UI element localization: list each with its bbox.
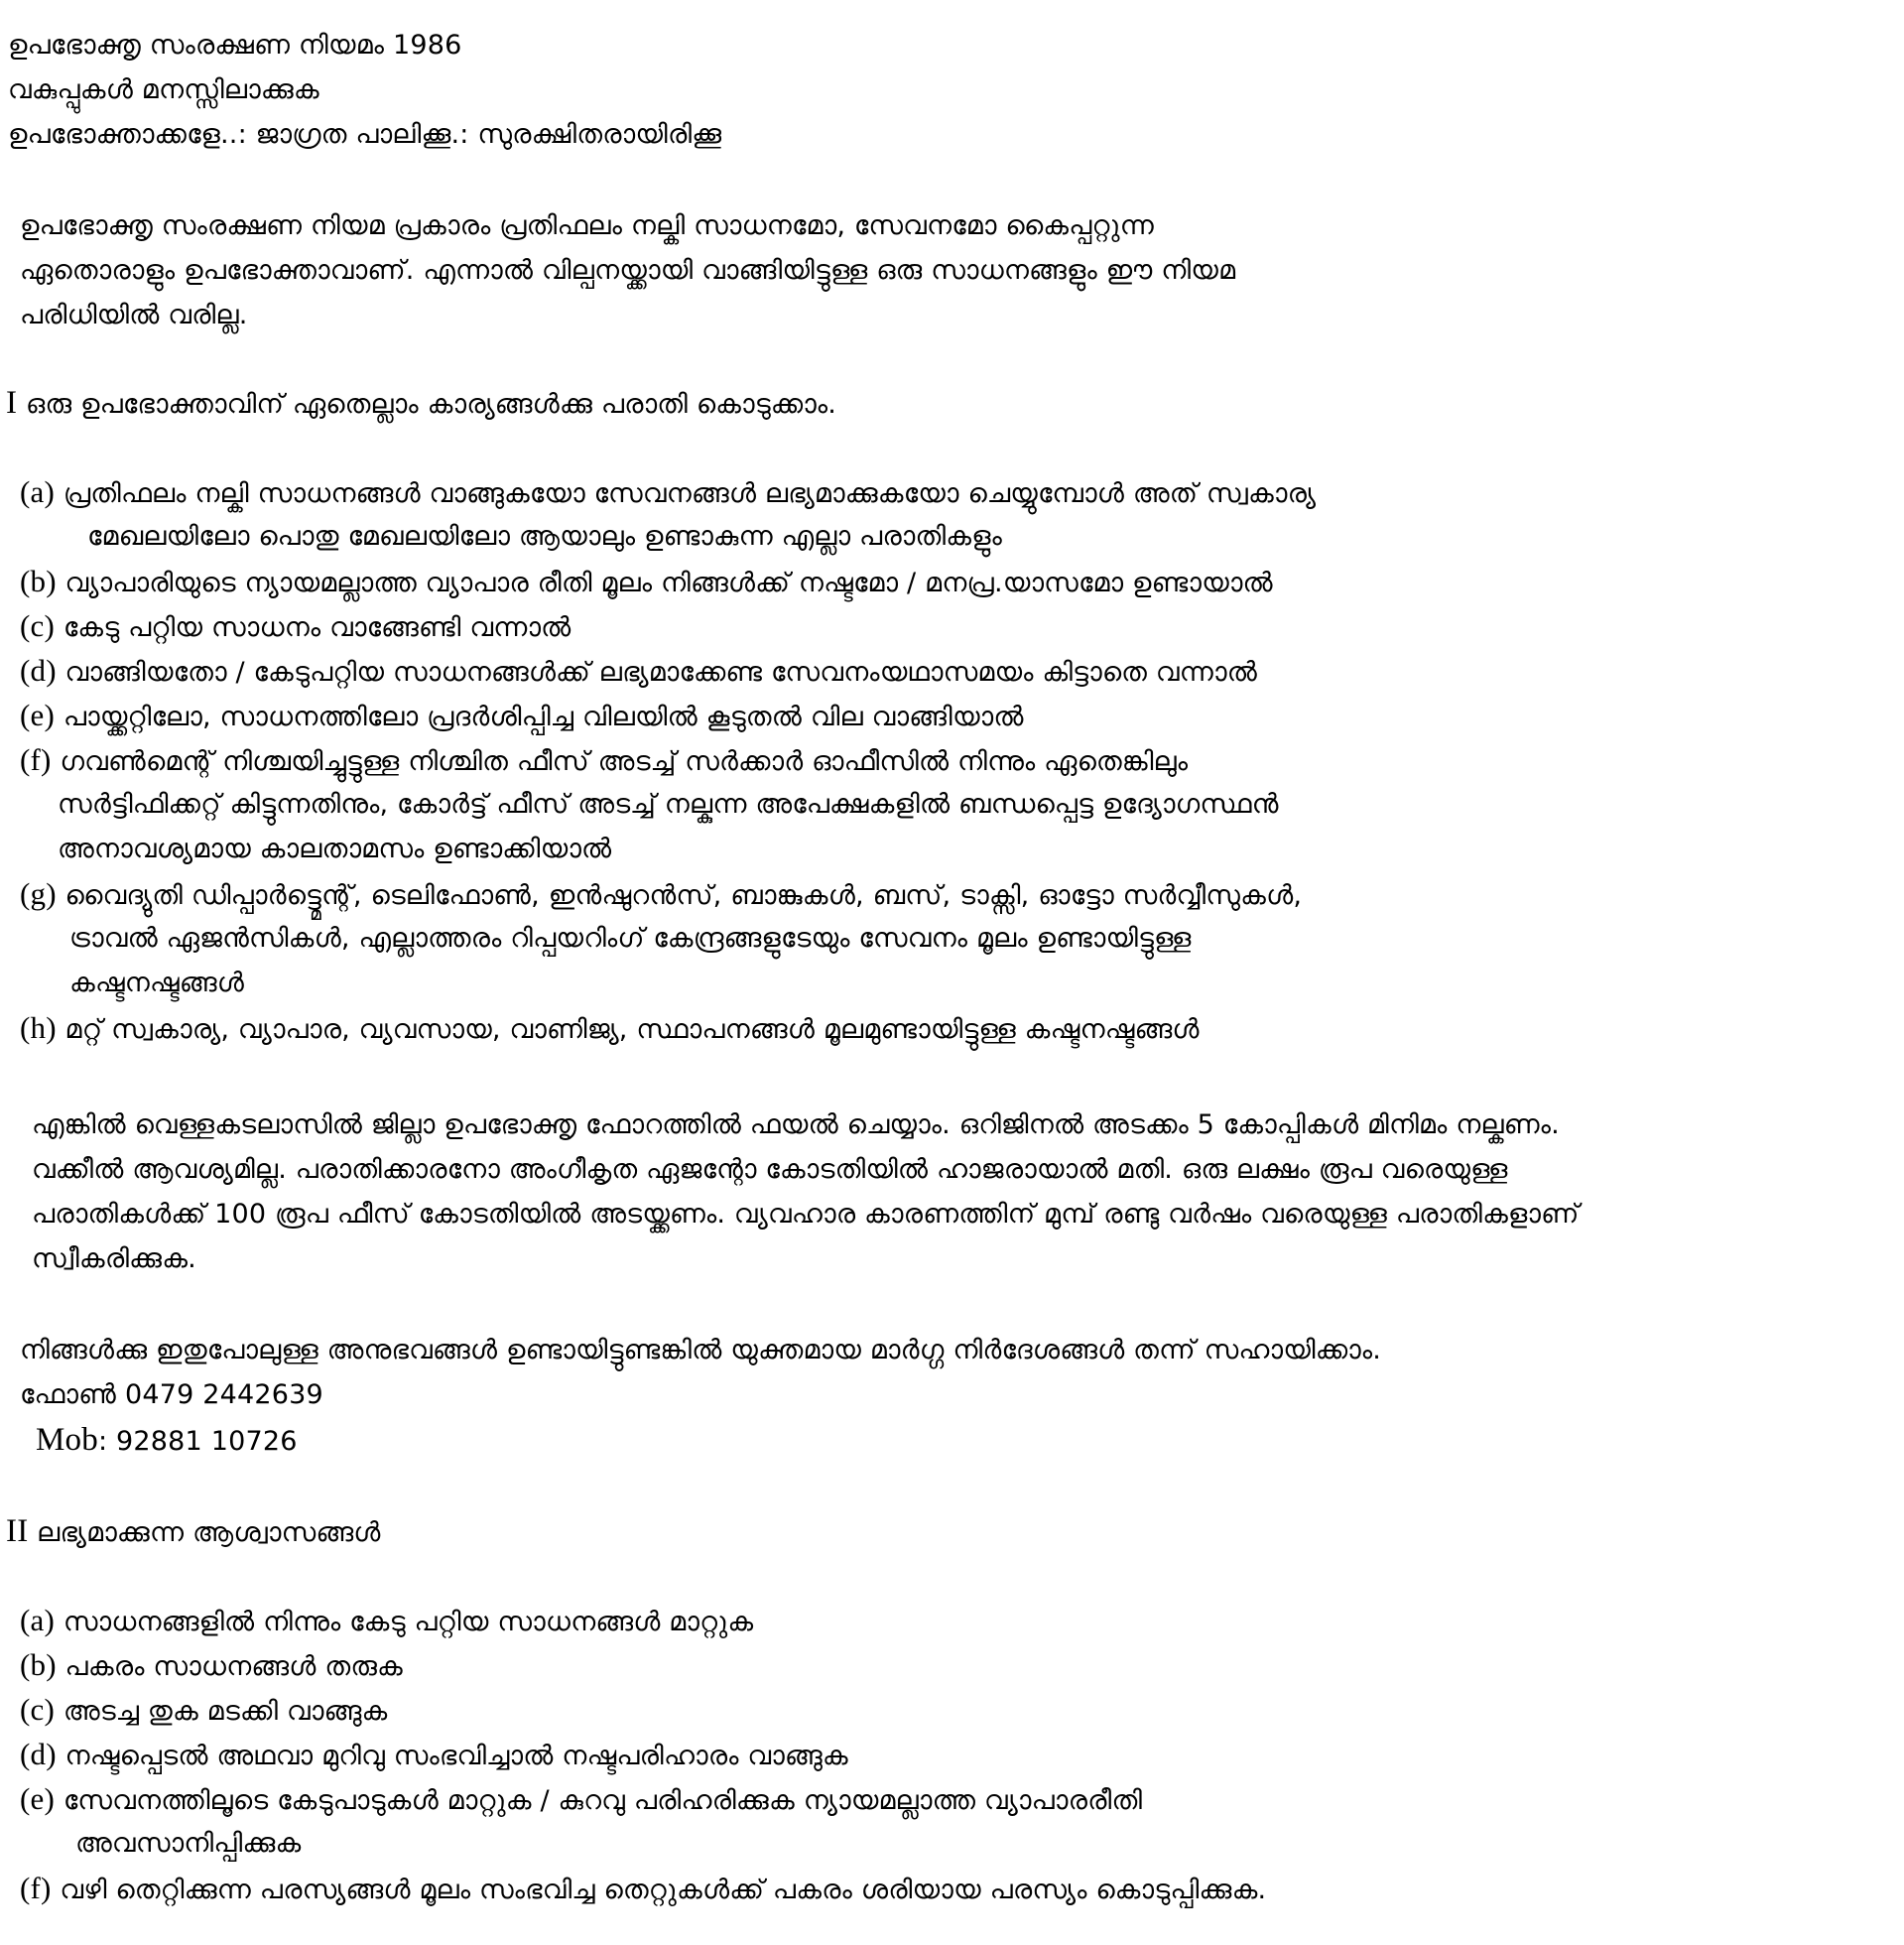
complaint-item-f-continuation-1: സർട്ടിഫിക്കറ്റ് കിട്ടുന്നതിനും, കോർട്ട് ഫീസ് അടച്ച് നല്കുന്ന അപേക്ഷകളിൽ ബന്ധപ്പെട്ട ഉദ്യോഗസ്ഥൻ bbox=[58, 789, 1279, 820]
item-marker: (g) bbox=[20, 876, 57, 911]
item-marker: (f) bbox=[20, 1871, 52, 1905]
filing-line-3: പരാതികൾക്ക് 100 രൂപ ഫീസ് കോടതിയിൽ അടയ്ക്കണം. വ്യവഹാര കാരണത്തിന് മുമ്പ് രണ്ടു വർഷം വരെയുള്ള പരാതികളാണ് bbox=[32, 1199, 1580, 1230]
item-marker: (d) bbox=[20, 653, 57, 688]
contact-line: നിങ്ങൾക്കു ഇതുപോലുള്ള അനുഭവങ്ങൾ ഉണ്ടായിട്ടുണ്ടങ്കിൽ യുക്തമായ മാർഗ്ഗ നിർദേശങ്ങൾ തന്ന് സഹായിക്കാം. bbox=[20, 1335, 1382, 1365]
section-1-heading-text: ഒരു ഉപഭോക്താവിന് ഏതെല്ലാം കാര്യങ്ങൾക്കു പരാതി കൊടുക്കാം. bbox=[17, 389, 837, 420]
mobile-label: Mob bbox=[36, 1422, 98, 1458]
item-text: നഷ്ടപ്പെടൽ അഥവാ മുറിവു സംഭവിച്ചാൽ നഷ്ടപരിഹാരം വാങ്ങുക bbox=[64, 1741, 848, 1771]
filing-line-4: സ്വീകരിക്കുക. bbox=[32, 1243, 196, 1274]
item-marker: (d) bbox=[20, 1737, 57, 1771]
section-2-numeral: II bbox=[6, 1513, 29, 1549]
relief-item-a bbox=[20, 1603, 753, 1640]
item-text: ഗവൺമെന്റ് നിശ്ചയിച്ചുട്ടുള്ള നിശ്ചിത ഫീസ് അടച്ച് സർക്കാർ ഓഫീസിൽ നിന്നും ഏതെങ്കിലും bbox=[60, 746, 1189, 777]
item-marker: (c) bbox=[20, 608, 56, 643]
item-text: പായ്ക്കറ്റിലോ, സാധനത്തിലോ പ്രദർശിപ്പിച്ച വിലയിൽ കൂടുതൽ വില വാങ്ങിയാൽ bbox=[63, 702, 1024, 732]
item-text: വാങ്ങിയതോ / കേടുപറ്റിയ സാധനങ്ങൾക്ക് ലഭ്യമാക്കേണ്ട സേവനംയഥാസമയം കിട്ടാതെ വന്നാൽ bbox=[64, 657, 1257, 688]
item-text: കേടു പറ്റിയ സാധനം വാങ്ങേണ്ടി വന്നാൽ bbox=[63, 612, 571, 643]
complaint-item-e bbox=[20, 698, 1024, 735]
item-marker: (b) bbox=[20, 564, 57, 598]
item-text: മറ്റ് സ്വകാര്യ, വ്യാപാര, വ്യവസായ, വാണിജ്യ, സ്ഥാപനങ്ങൾ മൂലമുണ്ടായിട്ടുള്ള കഷ്ടനഷ്ടങ്ങൾ bbox=[64, 1014, 1200, 1045]
complaint-item-a bbox=[20, 474, 1316, 512]
intro-line-2: ഏതൊരാളും ഉപഭോക്താവാണ്. എന്നാൽ വില്പനയ്ക്കായി വാങ്ങിയിട്ടുള്ള ഒരു സാധനങ്ങളും ഈ നിയമ bbox=[20, 255, 1236, 286]
relief-item-d bbox=[20, 1737, 848, 1774]
phone-number: ഫോൺ 0479 2442639 bbox=[20, 1379, 323, 1410]
section-1-heading bbox=[6, 385, 836, 423]
item-text: സേവനത്തിലൂടെ കേടുപാടുകൾ മാറ്റുക / കുറവു പരിഹരിക്കുക ന്യായമല്ലാത്ത വ്യാപാരരീതി bbox=[63, 1785, 1143, 1816]
mobile-number bbox=[36, 1422, 298, 1460]
relief-item-e-continuation: അവസാനിപ്പിക്കുക bbox=[75, 1828, 302, 1859]
intro-line-1: ഉപഭോക്തൃ സംരക്ഷണ നിയമ പ്രകാരം പ്രതിഫലം നല്കി സാധനമോ, സേവനമോ കൈപ്പറ്റുന്ന bbox=[20, 210, 1154, 241]
document-title: ഉപഭോക്തൃ സംരക്ഷണ നിയമം 1986 bbox=[8, 30, 462, 61]
item-text: വഴി തെറ്റിക്കുന്ന പരസ്യങ്ങൾ മൂലം സംഭവിച്ച തെറ്റുകൾക്ക് പകരം ശരിയായ പരസ്യം കൊടുപ്പിക്കുക. bbox=[60, 1875, 1267, 1905]
item-text: അടച്ച തുക മടക്കി വാങ്ങുക bbox=[63, 1696, 388, 1727]
item-marker: (f) bbox=[20, 742, 52, 777]
complaint-item-a-continuation: മേഖലയിലോ പൊതു മേഖലയിലോ ആയാലും ഉണ്ടാകുന്ന എല്ലാ പരാതികളും bbox=[87, 521, 1003, 552]
complaint-item-g-continuation-2: കഷ്ടനഷ്ടങ്ങൾ bbox=[69, 968, 245, 998]
complaint-item-d bbox=[20, 653, 1257, 691]
section-2-heading-text: ലഭ്യമാക്കുന്ന ആശ്വാസങ്ങൾ bbox=[28, 1517, 381, 1548]
relief-item-c bbox=[20, 1692, 387, 1730]
complaint-item-c bbox=[20, 608, 571, 646]
item-marker: (a) bbox=[20, 1603, 56, 1637]
item-marker: (h) bbox=[20, 1010, 57, 1045]
document-tagline: ഉപഭോക്താക്കളേ..: ജാഗ്രത പാലിക്കൂ.: സുരക്ഷിതരായിരിക്കൂ bbox=[8, 119, 722, 150]
section-1-numeral: I bbox=[6, 385, 18, 421]
item-text: വൈദ്യുതി ഡിപ്പാർട്ട്മെന്റ്, ടെലിഫോൺ, ഇൻഷുറൻസ്, ബാങ്കുകൾ, ബസ്, ടാക്സി, ഓട്ടോ സർവ്വീസുകൾ, bbox=[64, 880, 1303, 911]
item-text: സാധനങ്ങളിൽ നിന്നും കേടു പറ്റിയ സാധനങ്ങൾ മാറ്റുക bbox=[63, 1607, 754, 1637]
complaint-item-h bbox=[20, 1010, 1200, 1048]
item-marker: (e) bbox=[20, 1781, 56, 1816]
filing-line-1: എങ്കിൽ വെള്ളകടലാസിൽ ജില്ലാ ഉപഭോക്തൃ ഫോറത്തിൽ ഫയൽ ചെയ്യാം. ഒറിജിനൽ അടക്കം 5 കോപ്പികൾ മിനിമം നല്കണം. bbox=[32, 1109, 1560, 1140]
complaint-item-f-continuation-2: അനാവശ്യമായ കാലതാമസം ഉണ്ടാക്കിയാൽ bbox=[58, 834, 612, 864]
relief-item-b bbox=[20, 1647, 403, 1685]
relief-item-f bbox=[20, 1871, 1266, 1908]
complaint-item-g-continuation-1: ട്രാവൽ ഏജൻസികൾ, എല്ലാത്തരം റിപ്പയറിംഗ് കേന്ദ്രങ്ങളുടേയും സേവനം മൂലം ഉണ്ടായിട്ടുള്ള bbox=[69, 923, 1192, 954]
section-2-heading bbox=[6, 1513, 381, 1551]
item-text: വ്യാപാരിയുടെ ന്യായമല്ലാത്ത വ്യാപാര രീതി മൂലം നിങ്ങൾക്ക് നഷ്ടമോ / മനപ്ര.യാസമോ ഉണ്ടായാൽ bbox=[64, 568, 1273, 598]
item-text: പ്രതിഫലം നല്കി സാധനങ്ങൾ വാങ്ങുകയോ സേവനങ്ങൾ ലഭ്യമാക്കുകയോ ചെയ്യുമ്പോൾ അത് സ്വകാര്യ bbox=[63, 478, 1317, 509]
complaint-item-b bbox=[20, 564, 1273, 601]
item-marker: (e) bbox=[20, 698, 56, 732]
mobile-value: : 92881 10726 bbox=[97, 1426, 298, 1457]
item-marker: (b) bbox=[20, 1647, 57, 1682]
intro-line-3: പരിധിയിൽ വരില്ല. bbox=[20, 300, 248, 330]
complaint-item-g bbox=[20, 876, 1302, 914]
item-text: പകരം സാധനങ്ങൾ തരുക bbox=[64, 1651, 404, 1682]
document-subtitle: വകുപ്പുകൾ മനസ്സിലാക്കുക bbox=[8, 74, 319, 105]
filing-line-2: വക്കീൽ ആവശ്യമില്ല. പരാതിക്കാരനോ അംഗീകൃത ഏജന്റോ കോടതിയിൽ ഹാജരായാൽ മതി. ഒരു ലക്ഷം രൂപ വരെയുള്ള bbox=[32, 1154, 1508, 1185]
item-marker: (c) bbox=[20, 1692, 56, 1727]
item-marker: (a) bbox=[20, 474, 56, 509]
complaint-item-f bbox=[20, 742, 1188, 780]
relief-item-e bbox=[20, 1781, 1142, 1819]
